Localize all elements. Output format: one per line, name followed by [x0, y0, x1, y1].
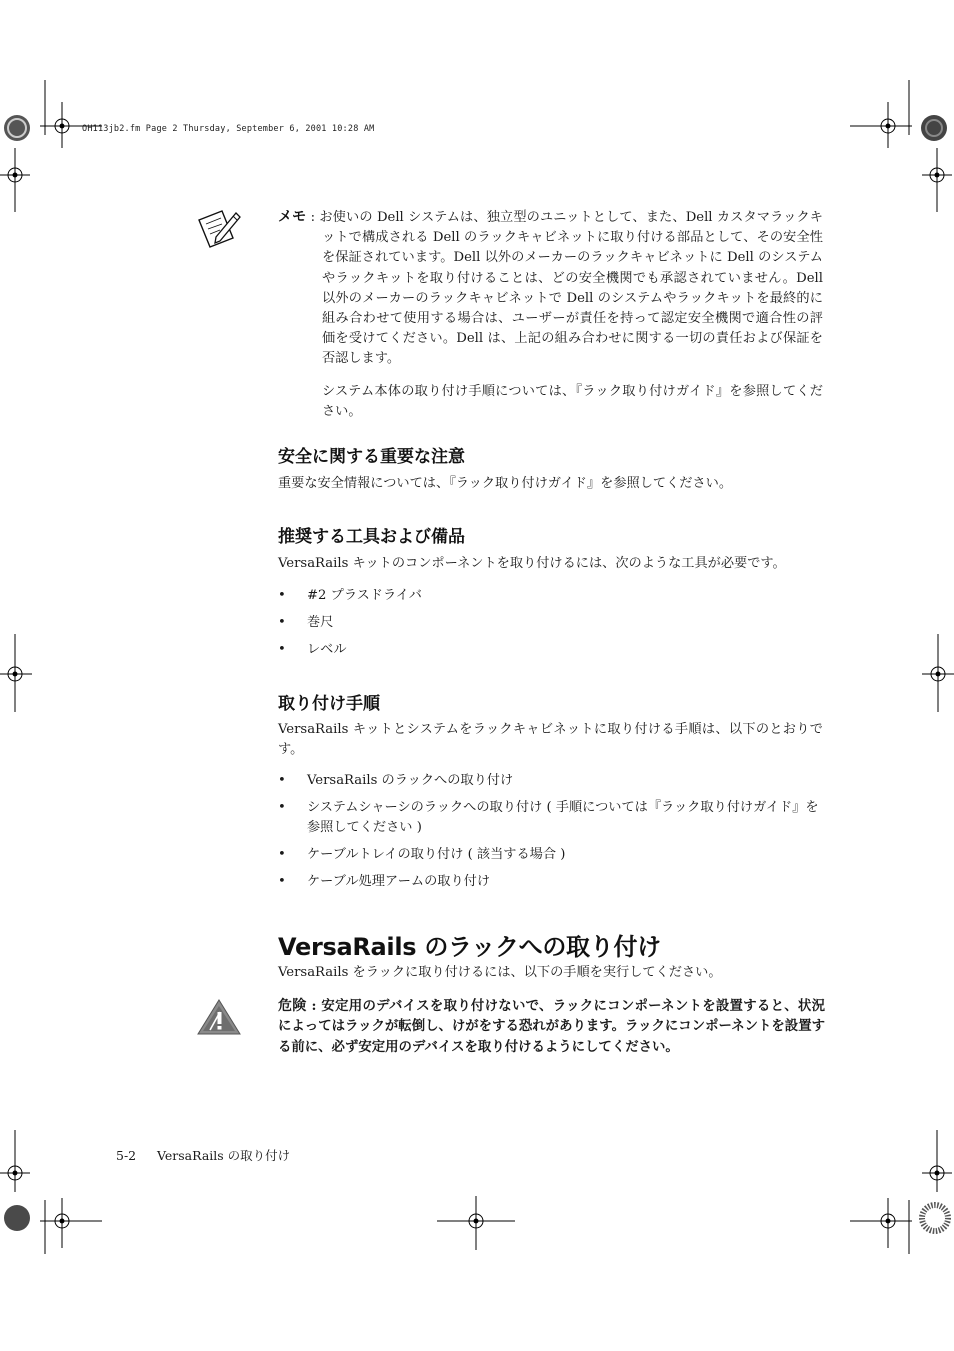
note-label: メモ — [278, 209, 307, 225]
registration-mark-top-left — [0, 80, 110, 220]
list-item: • VersaRails のラックへの取り付け — [278, 773, 514, 788]
registration-mark-middle-left — [0, 634, 32, 714]
note-paragraph-2: システム本体の取り付け手順については、『ラック取り付けガイド』を参照してください。 — [322, 383, 823, 419]
list-item: • #2 プラスドライバ — [278, 588, 422, 603]
section-heading-procedure: 取り付け手順 — [278, 694, 380, 714]
danger-text: 安定用のデバイスを取り付けないで、ラックにコンポーネントを設置すると、状況によってはラックが転倒し、けがをする恐れがあります。ラックにコンポーネントを設置する前に、必ず安定用のデバイスを取り付けるようにしてください。 — [278, 998, 825, 1055]
list-item: • ケーブルトレイの取り付け ( 該当する場合 ) — [278, 847, 566, 862]
danger-notice — [278, 996, 825, 1057]
section-body-safety: 重要な安全情報については、『ラック取り付けガイド』を参照してください。 — [278, 476, 733, 491]
list-item: • レベル — [278, 642, 347, 657]
chapter-body: VersaRails をラックに取り付けるには、以下の手順を実行してください。 — [278, 965, 722, 980]
list-item: • ケーブル処理アームの取り付け — [278, 874, 491, 889]
note-text: お使いの Dell システムは、独立型のユニットとして、また、Dell カスタマラックキットで構成される Dell のラックキャビネットに取り付ける部品として、その安全性を保証されています。Dell 以外のメーカーのラックキャビネットに Dell のシステムやラックキットを取り付けることは、どの安全機関でも承認されていません。Dell 以外のメーカーのラックキャビネットで Dell のシステムやラックキットを最終的に組み合わせて使用する場合は、ユーザーが責任を持って認定安全機関で適合性の評価を受けてください。Dell は、上記の組み合わせに関する一切の責任および保証を否認します。 — [319, 210, 823, 367]
registration-mark-top-right — [844, 80, 954, 220]
list-item: • システムシャーシのラックへの取り付け ( 手順については『ラック取り付けガイド』を参照してください ) — [278, 800, 819, 836]
note-pencil-icon — [196, 208, 242, 250]
section-heading-tools: 推奨する工具および備品 — [278, 527, 465, 547]
page-number: 5-2 — [116, 1148, 137, 1163]
list-item: • 巻尺 — [278, 615, 334, 630]
section-body-tools: VersaRails キットのコンポーネントを取り付けるには、次のような工具が必要です。 — [278, 556, 786, 571]
footer-title: VersaRails の取り付け — [157, 1148, 291, 1163]
section-body-procedure: VersaRails キットとシステムをラックキャビネットに取り付ける手順は、以下のとおりです。 — [278, 722, 823, 758]
page-footer — [116, 1146, 290, 1164]
section-heading-safety: 安全に関する重要な注意 — [278, 447, 465, 467]
warning-triangle-icon — [196, 998, 242, 1036]
note-separator: : — [306, 210, 320, 225]
note-block — [278, 207, 823, 422]
registration-mark-bottom-center — [437, 1196, 517, 1251]
file-header-stamp: OH113jb2.fm Page 2 Thursday, September 6, 2001 10:28 AM — [82, 124, 375, 134]
registration-mark-bottom-right — [844, 1130, 954, 1255]
note-paragraph — [278, 207, 823, 370]
chapter-heading: VersaRails のラックへの取り付け — [278, 933, 661, 961]
danger-label: 危険 — [278, 998, 307, 1014]
danger-separator: : — [306, 998, 322, 1014]
registration-mark-bottom-left — [0, 1130, 110, 1255]
registration-mark-middle-right — [922, 634, 954, 714]
